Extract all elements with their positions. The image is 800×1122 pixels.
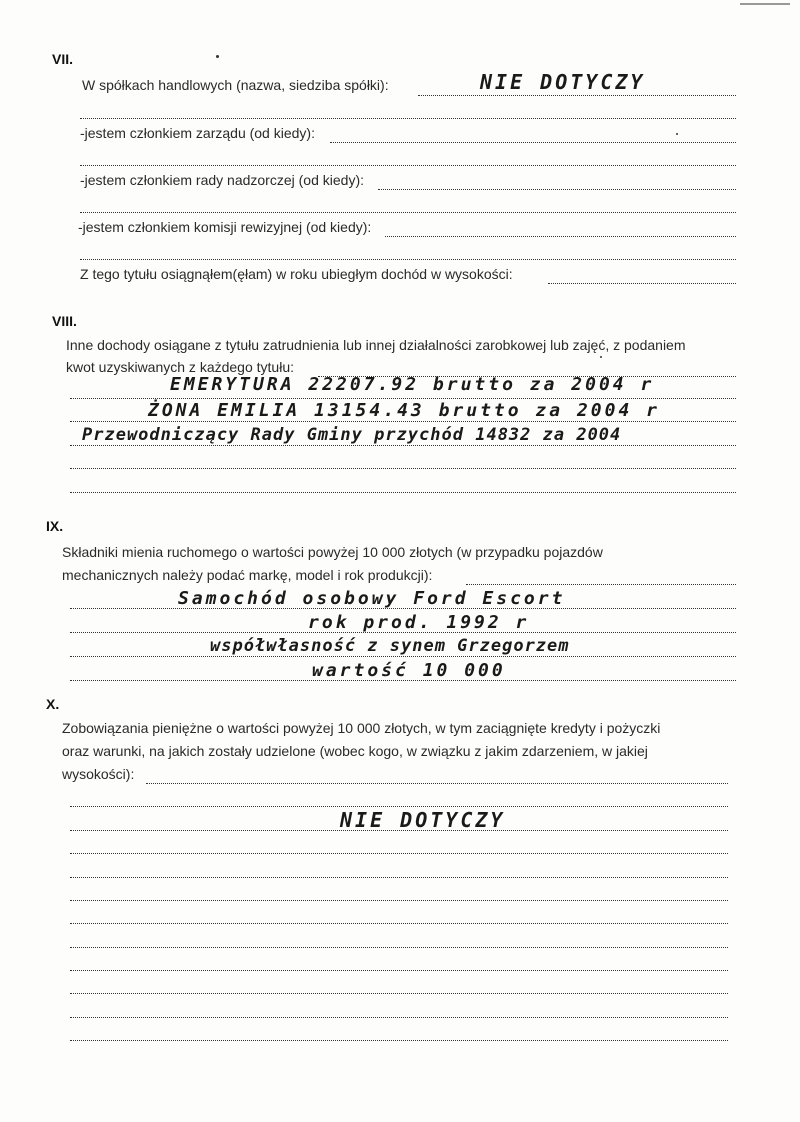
- vii-fill-line: [80, 212, 736, 213]
- viii-other-income-label: Inne dochody osiągane z tytułu zatrudnienia lub innej działalności zarobkowej lub zajęć, z podaniem: [66, 337, 686, 353]
- viii-fill-line: [70, 492, 736, 493]
- x-fill-line: [70, 1040, 728, 1041]
- x-liabilities-label: Zobowiązania pieniężne o wartości powyżej 10 000 złotych, w tym zaciągnięte kredyty i pożyczki: [62, 720, 661, 736]
- ix-handwritten-line-4: wartość 10 000: [312, 660, 506, 681]
- section-x-number: X.: [46, 696, 60, 712]
- viii-fill-line: [70, 445, 736, 446]
- vii-audit-label: -jestem członkiem komisji rewizyjnej (od kiedy):: [78, 219, 372, 235]
- section-vii-number: VII.: [52, 51, 74, 67]
- x-fill-line: [70, 923, 728, 924]
- ix-fill-line: [70, 656, 736, 657]
- viii-fill-line: [70, 398, 736, 399]
- scan-speck: [216, 55, 219, 58]
- vii-fill-line: [548, 283, 736, 284]
- x-fill-line: [146, 783, 728, 784]
- viii-handwritten-line-2: ŻONA EMILIA 13154.43 brutto za 2004 r: [148, 400, 660, 421]
- vii-companies-label: W spółkach handlowych (nazwa, siedziba spółki):: [82, 77, 389, 93]
- vii-board-label: -jestem członkiem zarządu (od kiedy):: [80, 125, 315, 141]
- section-viii-number: VIII.: [52, 313, 77, 329]
- vii-fill-line: [80, 259, 736, 260]
- x-amount-label: wysokości):: [62, 766, 135, 782]
- viii-fill-line: [70, 421, 736, 422]
- vii-fill-line: [330, 142, 736, 143]
- viii-handwritten-line-3: Przewodniczący Rady Gminy przychód 14832 za 2004: [82, 425, 622, 445]
- x-fill-line: [70, 947, 728, 948]
- ix-fill-line: [70, 632, 736, 633]
- viii-fill-line: [70, 468, 736, 469]
- vii-fill-line: [80, 118, 736, 119]
- vii-fill-line: [385, 236, 736, 237]
- viii-handwritten-line-1: EMERYTURA 22207.92 brutto za 2004 r: [170, 374, 655, 395]
- x-fill-line: [70, 993, 728, 994]
- ix-vehicle-label: mechanicznych należy podać markę, model i rok produkcji):: [62, 567, 433, 583]
- vii-fill-line: [378, 189, 736, 190]
- vii-supervisory-label: -jestem członkiem rady nadzorczej (od kiedy):: [80, 172, 364, 188]
- x-fill-line: [70, 900, 728, 901]
- ix-fill-line: [466, 584, 736, 585]
- x-fill-line: [70, 853, 728, 854]
- vii-handwritten-answer: NIE DOTYCZY: [480, 70, 646, 94]
- scan-speck: [676, 133, 678, 135]
- scan-speck: [600, 356, 602, 358]
- ix-handwritten-line-2: rok prod. 1992 r: [308, 612, 530, 633]
- vii-income-label: Z tego tytułu osiągnąłem(ęłam) w roku ubiegłym dochód w wysokości:: [80, 266, 513, 282]
- x-conditions-label: oraz warunki, na jakich zostały udzielone (wobec kogo, w związku z jakim zdarzeniem, w jakiej: [62, 743, 648, 759]
- section-ix-number: IX.: [46, 518, 64, 534]
- ix-fill-line: [70, 608, 736, 609]
- ix-movable-assets-label: Składniki mienia ruchomego o wartości powyżej 10 000 złotych (w przypadku pojazdów: [62, 544, 603, 560]
- ix-handwritten-line-1: Samochód osobowy Ford Escort: [178, 588, 566, 609]
- x-fill-line: [70, 1017, 728, 1018]
- x-fill-line: [70, 970, 728, 971]
- ix-fill-line: [70, 680, 736, 681]
- viii-amounts-label: kwot uzyskiwanych z każdego tytułu:: [66, 359, 294, 375]
- x-handwritten-answer: NIE DOTYCZY: [340, 808, 506, 832]
- vii-fill-line: [418, 95, 736, 96]
- x-fill-line: [70, 877, 728, 878]
- x-fill-line: [70, 830, 728, 831]
- scan-edge-mark: [740, 3, 790, 5]
- vii-fill-line: [80, 165, 736, 166]
- x-fill-line: [70, 806, 728, 807]
- ix-handwritten-line-3: współwłasność z synem Grzegorzem: [210, 636, 570, 656]
